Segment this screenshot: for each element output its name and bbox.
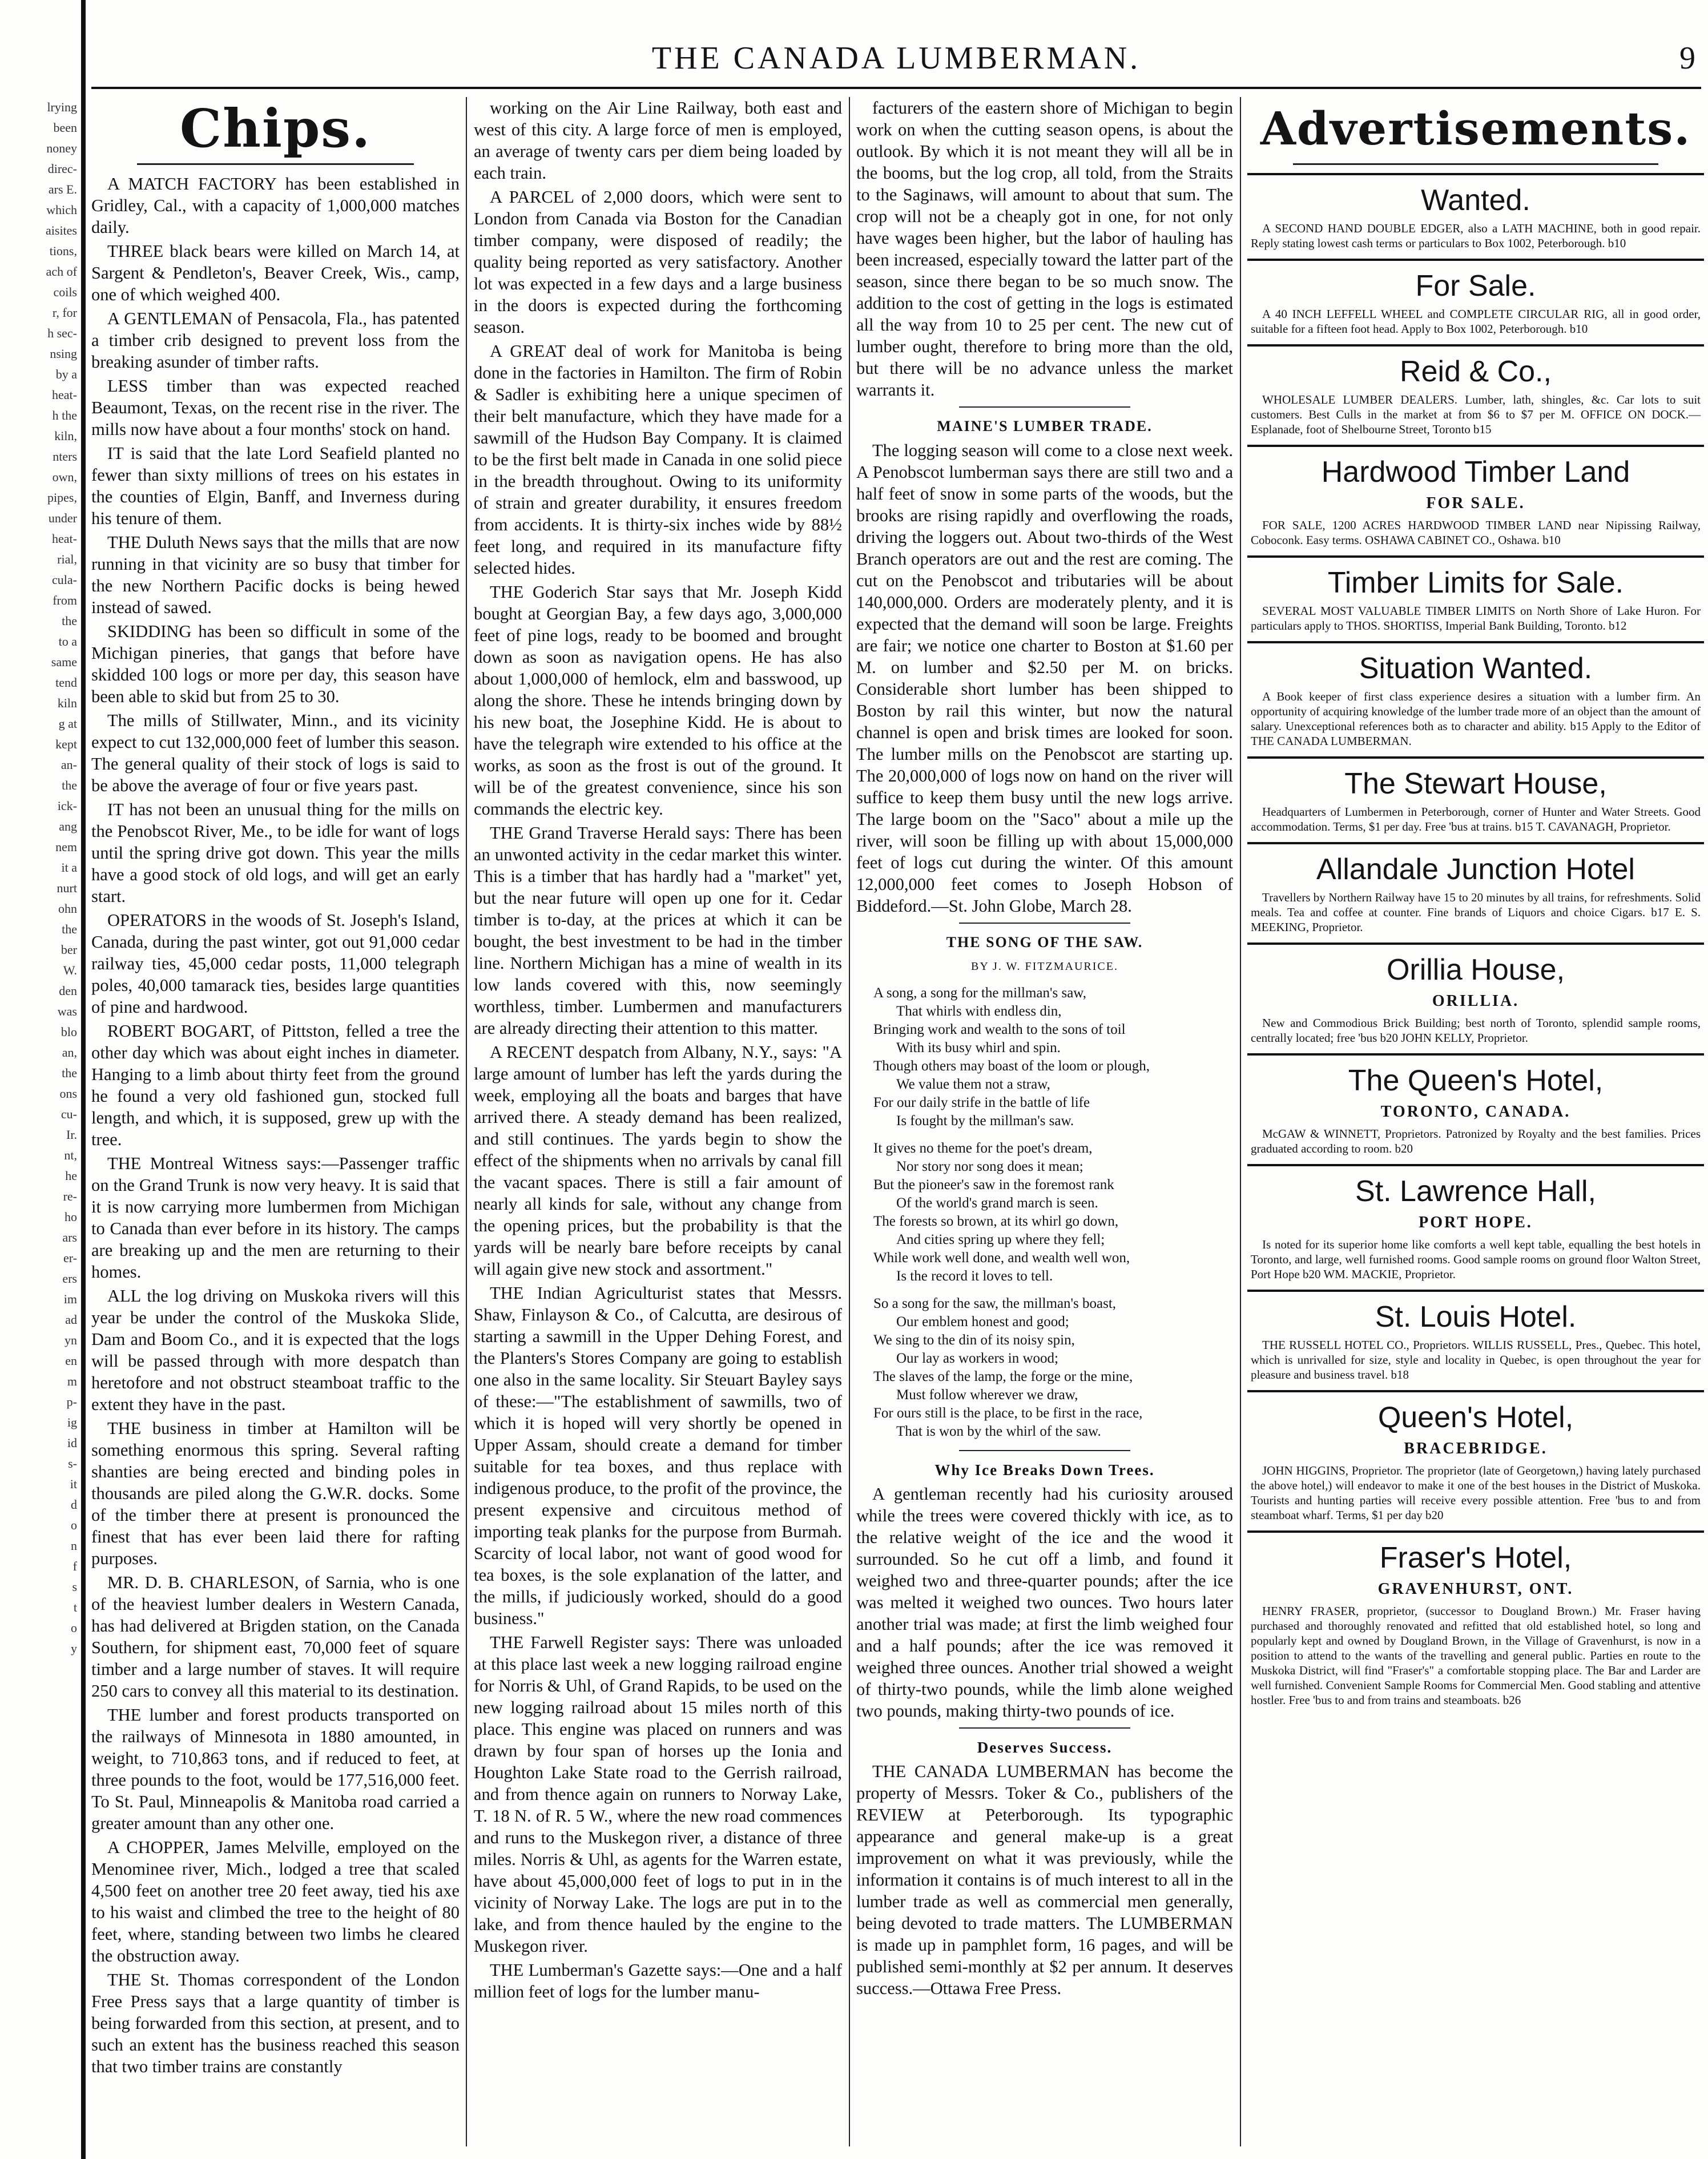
ad-body <box>1251 1126 1701 1156</box>
margin-fragment: direc- <box>47 162 77 176</box>
ice-breaks-trees-title: Why Ice Breaks Down Trees. <box>934 1461 1155 1479</box>
ad-text: WHOLESALE LUMBER DEALERS. Lumber, lath, shingles, &c. Car lots to suit customers. Best Culls in the market at from $6 to $7 per M. OFFICE ON DOCK.—Esplanade, foot of Shelbourne Street, Toronto b15 <box>1251 393 1701 436</box>
ad-text: McGAW & WINNETT, Proprietors. Patronized by Royalty and the best families. Prices graduated according to room. b20 <box>1251 1127 1701 1155</box>
poem-stanza <box>873 1139 1227 1286</box>
poem-line: Of the world's grand march is seen. <box>896 1195 1098 1211</box>
ad-body <box>1251 689 1701 748</box>
chips-item: THREE black bears were killed on March 14, at Sargent & Pendleton's, Beaver Creek, Wis., camp, one of which weighed 400. <box>91 241 460 304</box>
ad-subtitle: PORT HOPE. <box>1419 1214 1533 1231</box>
advertisement <box>1247 173 1704 259</box>
advertisement <box>1247 344 1704 445</box>
ad-title: St. Lawrence Hall, <box>1355 1175 1596 1208</box>
margin-fragment: it a <box>61 860 77 875</box>
ad-body <box>1251 1237 1701 1282</box>
margin-fragment: ons <box>59 1086 77 1101</box>
poem-line: And cities spring up where they fell; <box>896 1232 1105 1247</box>
margin-fragment: Ir. <box>66 1127 77 1142</box>
margin-fragment: to a <box>58 634 77 648</box>
poem-line: The forests so brown, at its whirl go down, <box>873 1214 1119 1229</box>
advertisement <box>1247 756 1704 842</box>
chips-paragraphs <box>91 173 460 2077</box>
column-two <box>474 97 842 2146</box>
advertisements-heading: Advertisements. <box>1260 102 1691 155</box>
ad-body <box>1251 1463 1701 1522</box>
poem-stanza <box>873 1295 1227 1441</box>
margin-fragment: o <box>71 1518 77 1532</box>
margin-fragment: cu- <box>61 1107 77 1121</box>
section-rule <box>959 1450 1130 1451</box>
ad-title: The Stewart House, <box>1344 767 1607 800</box>
margin-fragment: im <box>63 1292 77 1306</box>
poem-line: While work well done, and wealth well won, <box>873 1250 1130 1266</box>
news-item: A RECENT despatch from Albany, N.Y., says: "A large amount of lumber has left the yards during the week, employing all the boats and barges that have arrived there. A steady demand has been realized, and still continues. The yards begin to show the effect of the shipments when no arrivals by canal fill the vacant spaces. There is still a fair amount of nearly all kinds for sale, without any change from the opening prices, but the probability is that the yards will be nearly bare before receipts by canal will again give new stock and assortment." <box>474 1042 842 1279</box>
margin-fragment: den <box>59 984 77 998</box>
poem-line: Must follow wherever we draw, <box>896 1387 1078 1403</box>
poem-line: Though others may boast of the loom or plough, <box>873 1058 1150 1074</box>
ad-body <box>1251 804 1701 834</box>
margin-fragment: tions, <box>49 244 77 258</box>
news-item: working on the Air Line Railway, both east and west of this city. A large force of men is employed, an average of twenty cars per diem being loaded by each train. <box>474 98 842 183</box>
maine-lumber-trade-title: MAINE'S LUMBER TRADE. <box>937 418 1153 434</box>
poem-line: Our emblem honest and good; <box>896 1314 1069 1330</box>
poem-line: Our lay as workers in wood; <box>896 1351 1058 1366</box>
news-item: facturers of the eastern shore of Michigan to begin work on when the cutting season opens, is about the outlook. By which it is not meant they will all be in the booms, but the log crop, all told, from the Straits to the Saginaws, will amount to about that sum. The crop will not be a cheaply got in one, for not only have wages been higher, but the labor of hauling has been increased, especially toward the latter part of the season, since there began to be so much snow. The addition to the cost of getting in the logs is estimated all the way from 10 to 25 per cent. The new cut of lumber ought, therefore to bring more than the old, but there will be no advance unless the market warrants it. <box>856 98 1233 400</box>
margin-fragment: an- <box>61 758 77 772</box>
margin-fragment: nt, <box>64 1148 77 1162</box>
ad-subtitle: TORONTO, CANADA. <box>1380 1103 1571 1121</box>
advertisement <box>1247 1390 1704 1530</box>
news-item: THE Lumberman's Gazette says:—One and a half million feet of logs for the lumber manu- <box>474 1960 842 2001</box>
poem-line: That is won by the whirl of the saw. <box>896 1424 1101 1439</box>
article-paragraph: A gentleman recently had his curiosity aroused while the trees were covered thickly with ice, as to the relative weight of the ice and the wood it surrounded. So he cut off a limb, and found it weighed two and three-quarter pounds; after the ice was melted it weighed two ounces. Two hours later another trial was made; at first the limb weighed four and a half pounds; after the ice was removed it weighed three ounces. Another trial showed a weight of thirty-two pounds, while the limb alone weighed two pounds, making thirty-two pounds of ice. <box>856 1484 1233 1721</box>
deserves-success-title: Deserves Success. <box>977 1739 1113 1756</box>
ad-text: THE RUSSELL HOTEL CO., Proprietors. WILLIS RUSSELL, Pres., Quebec. This hotel, which is unrivalled for size, style and locality in Quebec, is open throughout the year for pleasure and business travel. b18 <box>1251 1338 1701 1381</box>
news-item: THE Grand Traverse Herald says: There has been an unwonted activity in the cedar market this winter. This is a timber that has hardly had a "market" yet, but the near future will open up one for it. Cedar timber is to-day, at the prices at which it can be bought, the best investment to be had in the timber line. Northern Michigan has a mine of wealth in its low lands covered with this, now seemingly worthless, timber. Lumbermen and manufacturers are already directing their attention to this matter. <box>474 823 842 1038</box>
advertisement <box>1247 1290 1704 1390</box>
margin-fragment: the <box>62 778 77 792</box>
margin-fragment: ang <box>59 819 77 833</box>
margin-fragment: kept <box>55 737 77 751</box>
margin-fragment: nem <box>55 840 77 854</box>
advertisement <box>1247 842 1704 942</box>
news-item: THE Goderich Star says that Mr. Joseph Kidd bought at Georgian Bay, a few days ago, 3,000,000 feet of pine logs, ready to be boomed and brought down as soon as navigation opens. He has also about 1,000,000 of hemlock, elm and basswood, up along the shore. These he intends bringing down by his new boat, the Josephine Kidd. He is about to have the telegraph wire extended to his office at the works, as soon as the frost is out of the ground. It will be of the greatest convenience, since his son commands the electric key. <box>474 582 842 819</box>
margin-fragment: own, <box>52 470 77 484</box>
ad-title: Fraser's Hotel, <box>1379 1541 1572 1574</box>
chips-item: The mills of Stillwater, Minn., and its vicinity expect to cut 132,000,000 feet of lumber this season. The general quality of their stock of logs is said to be above the average of four or five years past. <box>91 711 460 795</box>
advertisement <box>1247 259 1704 344</box>
ad-body <box>1251 1338 1701 1382</box>
margin-fragment: noney <box>46 141 77 155</box>
poem-line: For our daily strife in the battle of life <box>873 1095 1090 1110</box>
margin-fragment: ho <box>65 1210 77 1224</box>
margin-fragment: h the <box>52 408 77 422</box>
ad-text: A SECOND HAND DOUBLE EDGER, also a LATH MACHINE, both in good repair. Reply stating lowest cash terms or particulars to Box 1002, Peterborough. b10 <box>1251 221 1701 250</box>
margin-fragment: n <box>71 1538 77 1553</box>
ad-text: New and Commodious Brick Building; best north of Toronto, splendid sample rooms, centrally located; free 'bus b20 JOHN KELLY, Proprietor. <box>1251 1016 1701 1045</box>
margin-fragment: nsing <box>50 347 77 361</box>
poem-line: Is the record it loves to tell. <box>896 1268 1053 1284</box>
margin-fragment: er- <box>63 1251 77 1265</box>
margin-fragment: heat- <box>52 388 77 402</box>
ad-title: Reid & Co., <box>1400 355 1552 388</box>
margin-fragment: s- <box>68 1456 77 1471</box>
margin-fragment: ars E. <box>48 182 77 196</box>
column-three <box>856 97 1233 2146</box>
chips-item: IT has not been an unusual thing for the mills on the Penobscot River, Me., to be idle for want of logs until the spring drive got down. This year the mills have a good stock of old logs, and will get an early start. <box>91 800 460 906</box>
ad-body <box>1251 307 1701 336</box>
margin-fragment: was <box>57 1004 77 1018</box>
column-advertisements <box>1247 97 1704 2146</box>
margin-fragment: id <box>67 1436 77 1450</box>
left-margin-rule <box>81 0 86 2159</box>
poem-line: But the pioneer's saw in the foremost rank <box>873 1177 1114 1193</box>
column-chips <box>91 97 460 2146</box>
margin-fragment: pipes, <box>47 490 77 505</box>
margin-fragment: ad <box>65 1312 77 1327</box>
poem-line: For ours still is the place, to be first in the race, <box>873 1405 1143 1421</box>
chips-item: MR. D. B. CHARLESON, of Sarnia, who is one of the heaviest lumber dealers in Western Canada, has had delivered at Brigden station, on the Canada Southern, for shipment east, 70,000 feet of square timber and a large number of staves. It will require 250 cars to convey all this material to its destination. <box>91 1573 460 1701</box>
margin-fragment: the <box>62 614 77 628</box>
margin-fragment: he <box>65 1169 77 1183</box>
news-item: THE Indian Agriculturist states that Messrs. Shaw, Finlayson & Co., of Calcutta, are desirous of starting a sawmill in the Upper Dehing Forest, and the Planters's Stores Company are going to establish one also in the same locality. Sir Steuart Bayley says of these:—"The establishment of sawmills, two of which it is hoped will very shortly be opened in Upper Assam, should create a demand for timber suitable for tea boxes, and thus replace with indigenous produce, to the profit of the province, the present expensive and circuitous method of importing teak planks for the purpose from Burmah. Scarcity of local labor, not want of good wood for tea boxes, is the sole explanation of the latter, and the mills, if judiciously worked, should do a good business." <box>474 1283 842 1628</box>
chips-item: THE Duluth News says that the mills that are now running in that vicinity are so busy that timber for the new Northern Pacific docks is being hewed instead of sawed. <box>91 533 460 617</box>
song-of-the-saw-poem <box>873 984 1227 1441</box>
margin-fragment: t <box>73 1600 77 1614</box>
ad-title: Wanted. <box>1421 184 1530 217</box>
margin-fragment: nurt <box>57 881 77 895</box>
margin-fragment: kiln <box>57 696 77 710</box>
margin-fragment: been <box>53 120 77 135</box>
ad-title: Queen's Hotel, <box>1377 1401 1574 1434</box>
margin-fragment: m <box>67 1374 77 1388</box>
chips-item: ROBERT BOGART, of Pittston, felled a tree the other day which was about eight inches in diameter. Hanging to a limb about thirty feet from the ground he found a very old fashioned gun, stocked full length, and which, it is supposed, grew up with the tree. <box>91 1021 460 1149</box>
margin-fragment: re- <box>63 1189 77 1203</box>
poem-line: Is fought by the millman's saw. <box>896 1113 1074 1129</box>
section-rule <box>959 923 1130 924</box>
ad-body <box>1251 392 1701 437</box>
poem-line: We sing to the din of its noisy spin, <box>873 1332 1075 1348</box>
margin-fragment: rial, <box>57 552 77 566</box>
poem-line: That whirls with endless din, <box>896 1004 1062 1019</box>
poem-line: Nor story nor song does it mean; <box>896 1159 1083 1174</box>
poem-line: It gives no theme for the poet's dream, <box>873 1141 1093 1156</box>
advertisement <box>1247 641 1704 756</box>
ad-title: The Queen's Hotel, <box>1348 1064 1604 1097</box>
margin-fragment: the <box>62 1066 77 1080</box>
ad-title: Timber Limits for Sale. <box>1327 566 1624 599</box>
song-byline: BY J. W. FITZMAURICE. <box>971 960 1118 973</box>
ad-title: Situation Wanted. <box>1359 652 1593 685</box>
song-of-the-saw-title: THE SONG OF THE SAW. <box>946 934 1143 950</box>
ad-body <box>1251 1016 1701 1045</box>
margin-fragment: ick- <box>57 799 77 813</box>
ad-text: Is noted for its superior home like comforts a well kept table, equalling the best hotels in Toronto, and large, well furnished rooms. Good sample rooms on ground floor Walton Street, Port Hope b20 WM. MACKIE, Proprietor. <box>1251 1238 1701 1281</box>
article-paragraph: THE CANADA LUMBERMAN has become the property of Messrs. Toker & Co., publishers of the REVIEW at Peterborough. Its typographic appearance and general make-up is a great improvement on what it was previously, while the information it contains is of much interest to all in the lumber trade as well as commercial men generally, being devoted to trade matters. The LUMBERMAN is made up in pamphlet form, 16 pages, and will be published semi-monthly at $2 per annum. It deserves success.—Ottawa Free Press. <box>856 1762 1233 1998</box>
margin-fragment: ach of <box>46 264 77 279</box>
maine-lumber-trade-paragraphs <box>856 440 1233 917</box>
poem-line: So a song for the saw, the millman's boast, <box>873 1296 1117 1311</box>
margin-fragment: aisites <box>46 223 77 237</box>
chips-item: THE St. Thomas correspondent of the London Free Press says that a large quantity of timber is being forwarded from this section, at present, and to such an extent has the business reached this season that two timber trains are constantly <box>91 1970 460 2076</box>
deserves-success-paragraphs <box>856 1761 1233 1999</box>
ad-body <box>1251 221 1701 251</box>
ad-body <box>1251 1604 1701 1707</box>
chips-item: A CHOPPER, James Melville, employed on the Menominee river, Mich., lodged a tree that scaled 4,500 feet on another tree 20 feet away, tied his axe to his waist and climbed the tree to the height of 80 feet, where, standing between two limbs he cleared the obstruction away. <box>91 1838 460 1965</box>
outlook-paragraphs <box>856 97 1233 401</box>
ad-text: FOR SALE, 1200 ACRES HARDWOOD TIMBER LAND near Nipissing Railway, Coboconk. Easy terms. OSHAWA CABINET CO., Oshawa. b10 <box>1251 518 1701 547</box>
ad-subtitle: BRACEBRIDGE. <box>1404 1440 1548 1457</box>
margin-fragment: h sec- <box>47 326 77 340</box>
margin-fragment: nters <box>53 449 77 464</box>
news-item: A PARCEL of 2,000 doors, which were sent to London from Canada via Boston for the Canadian timber company, were disposed of readily; the quality being reported as very satisfactory. Another lot was expected in a few days and a large business in the doors is expected during the forthcoming season. <box>474 187 842 337</box>
margin-fragment: W. <box>63 963 77 977</box>
margin-fragment: p- <box>66 1395 77 1409</box>
ad-text: A Book keeper of first class experience desires a situation with a lumber firm. An opportunity of acquiring knowledge of the lumber trade more of an object than the amount of salary. Unexceptional references both as to character and ability. b15 Apply to the Editor of THE CANADA LUMBERMAN. <box>1251 690 1701 748</box>
ad-body <box>1251 890 1701 935</box>
advertisement <box>1247 1530 1704 1715</box>
ad-title: Hardwood Timber Land <box>1321 456 1630 489</box>
margin-fragment: f <box>72 1559 77 1573</box>
publication-title: THE CANADA LUMBERMAN. <box>651 41 1141 76</box>
poem-line: We value them not a straw, <box>896 1077 1050 1092</box>
margin-fragment: ohn <box>58 901 77 916</box>
margin-fragment: cula- <box>52 573 77 587</box>
heading-rule <box>1293 163 1658 165</box>
ad-text: Headquarters of Lumbermen in Peterborough, corner of Hunter and Water Streets. Good accommodation. Terms, $1 per day. Free 'bus at trains. b15 T. CAVANAGH, Proprietor. <box>1251 805 1701 833</box>
ad-title: Orillia House, <box>1386 953 1565 986</box>
margin-fragment: ers <box>62 1271 77 1286</box>
margin-fragment: y <box>71 1641 77 1655</box>
advertisement <box>1247 1053 1704 1164</box>
chips-item: OPERATORS in the woods of St. Joseph's Island, Canada, during the past winter, got out 91,000 cedar railway ties, 45,000 cedar posts, 11,000 telegraph poles, 40,000 tamarack ties, besides large quantities of pine and hardwood. <box>91 911 460 1017</box>
margin-fragment: kiln, <box>54 429 77 443</box>
margin-fragment: the <box>62 922 77 936</box>
poem-line: The slaves of the lamp, the forge or the mine, <box>873 1369 1133 1384</box>
ice-breaks-trees-paragraphs <box>856 1483 1233 1722</box>
margin-fragment: which <box>46 203 77 217</box>
section-rule <box>959 406 1130 408</box>
chips-item: THE business in timber at Hamilton will be something enormous this spring. Several rafting shanties are being erected and binding poles in thousands are piled along the G.W.R. docks. Some of the timber there at present is pronounced the finest that has ever been laid there for rafting purposes. <box>91 1419 460 1568</box>
page-number: 9 <box>1679 41 1695 76</box>
news-item: A GREAT deal of work for Manitoba is being done in the factories in Hamilton. The firm of Robin & Sadler is exhibiting here a unique specimen of their belt manufacture, which they have made for a sawmill of the Hudson Bay Company. It is claimed to be the first belt made in Canada in one solid piece in the breadth throughout. Owing to its uniformity of strain and greater durability, it ensures freedom from accidents. It is thirty-six inches wide by 88½ feet long, and required in its manufacture fifty selected hides. <box>474 341 842 578</box>
advertisement-list <box>1247 173 1704 1715</box>
poem-line: With its busy whirl and spin. <box>896 1040 1061 1056</box>
ad-title: Allandale Junction Hotel <box>1316 853 1635 886</box>
ad-text: HENRY FRASER, proprietor, (successor to Dougland Brown.) Mr. Fraser having purchased and thoroughly renovated and refitted that old established hotel, so long and popularly kept and owned by Dougland Brown, in the Village of Gravenhurst, is now in a position to attend to the wants of the travelling and general public. Parties en route to the Muskoka District, will find "Fraser's" a comfortable stopping place. The Bar and Larder are well furnished. Convenient Sample Rooms for Commercial Men. Good stabling and attentive hostler. Free 'bus to and from trains and steamboats. b26 <box>1251 1604 1701 1707</box>
chips-item: A GENTLEMAN of Pensacola, Fla., has patented a timber crib designed to prevent loss from the breaking asunder of timber rafts. <box>91 309 460 372</box>
margin-fragment: s <box>72 1580 77 1594</box>
margin-fragment: tend <box>55 675 77 690</box>
poem-line: Bringing work and wealth to the sons of toil <box>873 1022 1126 1037</box>
margin-fragment: ber <box>61 942 77 957</box>
margin-fragment: by a <box>55 367 77 381</box>
column-divider <box>1240 97 1241 2146</box>
chips-item: THE Montreal Witness says:—Passenger traffic on the Grand Trunk is now very heavy. It is said that it is now carrying more lumbermen from Michigan to Canada than ever before in its history. The camps are breaking up and the men are returning to their homes. <box>91 1154 460 1282</box>
margin-fragment: d <box>71 1497 77 1512</box>
advertisement <box>1247 445 1704 555</box>
chips-heading: Chips. <box>179 98 372 159</box>
page-header <box>91 40 1701 86</box>
ad-text: Travellers by Northern Railway have 15 to 20 minutes by all trains, for refreshments. Solid meals. Tea and coffee at counter. Fine brands of Liquors and choice Cigars. b17 E. S. MEEKING, Proprietor. <box>1251 891 1701 934</box>
advertisement <box>1247 555 1704 641</box>
heading-rule <box>137 163 414 165</box>
chips-item: ALL the log driving on Muskoka rivers will this year be under the control of the Muskoka Slide, Dam and Boom Co., and it is expected that the logs will be passed through with more despatch than heretofore and not obstruct steamboat traffic to the extent they have in the past. <box>91 1286 460 1414</box>
margin-fragment: an, <box>62 1045 77 1060</box>
advertisement <box>1247 1164 1704 1290</box>
margin-fragment: ig <box>67 1415 77 1429</box>
margin-fragment: ars <box>62 1230 77 1244</box>
ad-subtitle: ORILLIA. <box>1432 992 1520 1010</box>
margin-fragment: lrying <box>47 100 77 114</box>
chips-item: LESS timber than was expected reached Beaumont, Texas, on the recent rise in the river. The mills now have about a four months' stock on hand. <box>91 376 460 439</box>
ad-subtitle: GRAVENHURST, ONT. <box>1377 1580 1574 1598</box>
margin-fragment: from <box>53 593 77 607</box>
header-rule <box>91 87 1701 89</box>
ad-subtitle: FOR SALE. <box>1426 494 1525 512</box>
margin-fragment: coils <box>53 285 77 299</box>
margin-fragment: yn <box>65 1333 77 1347</box>
chips-item: A MATCH FACTORY has been established in Gridley, Cal., with a capacity of 1,000,000 matches daily. <box>91 174 460 237</box>
ad-body <box>1251 518 1701 547</box>
ad-text: A 40 INCH LEFFELL WHEEL and COMPLETE CIRCULAR RIG, all in good order, suitable for a fifteen foot head. Apply to Box 1002, Peterborough. b10 <box>1251 307 1701 336</box>
margin-fragment: under <box>48 511 77 525</box>
section-rule <box>959 1727 1130 1729</box>
ad-body <box>1251 603 1701 633</box>
left-margin-fragments <box>0 97 77 2129</box>
chips-item: IT is said that the late Lord Seafield planted no fewer than sixty millions of trees on his estates in the counties of Elgin, Banff, and Inverness during his tenure of them. <box>91 444 460 528</box>
article-paragraph: The logging season will come to a close next week. A Penobscot lumberman says there are still two and a half feet of snow in some parts of the woods, but the brooks are rising rapidly and overflowing the roads, driving the loggers out. About two-thirds of the West Branch operators are out and the rest are coming. The cut on the Penobscot and tributaries will be about 140,000,000. Orders are moderately plenty, and it is expected that the demand will soon be large. Freights are fair; we notice one charter to Boston at $1.60 per M. on lumber and $2.50 per M. on bricks. Considerable short lumber has been shipped to Boston by rail this winter, but now the natural channel is open and brisk times are looked for soon. The lumber mills on the Penobscot are starting up. The 20,000,000 of logs now on hand on the river will suffice to keep them busy until the new logs arrive. The large boom on the "Saco" about a mile up the river, will soon be filling up with about 15,000,000 feet of logs cut during the winter. Of this amount 12,000,000 feet comes to Joseph Hobson of Biddeford.—St. John Globe, March 28. <box>856 441 1233 916</box>
chips-item: SKIDDING has been so difficult in some of the Michigan pineries, that gangs that before have skidded 100 logs or more per day, this season have been able to skid but from 25 to 30. <box>91 622 460 706</box>
ad-text: SEVERAL MOST VALUABLE TIMBER LIMITS on North Shore of Lake Huron. For particulars apply to THOS. SHORTISS, Imperial Bank Building, Toronto. b12 <box>1251 604 1701 633</box>
margin-fragment: same <box>51 655 77 669</box>
column-divider <box>466 97 467 2146</box>
ad-title: For Sale. <box>1415 269 1536 303</box>
margin-fragment: it <box>70 1477 77 1491</box>
poem-stanza <box>873 984 1227 1130</box>
advertisement <box>1247 942 1704 1053</box>
margin-fragment: r, for <box>52 305 77 320</box>
margin-fragment: blo <box>61 1025 77 1039</box>
margin-fragment: g at <box>58 716 77 731</box>
poem-line: A song, a song for the millman's saw, <box>873 985 1086 1001</box>
margin-fragment: heat- <box>52 531 77 546</box>
column-two-paragraphs <box>474 97 842 2003</box>
ad-text: JOHN HIGGINS, Proprietor. The proprietor (late of Georgetown,) having lately purchased the above hotel,) will endeavor to make it one of the best houses in the District of Muskoka. Tourists and hunting parties will receive every possible attention. Free 'bus to and from steamboat wharf. Terms, $1 per day b20 <box>1251 1464 1701 1522</box>
chips-item: THE lumber and forest products transported on the railways of Minnesota in 1880 amounted, in weight, to 710,863 tons, and if reduced to feet, at three pounds to the foot, would be 177,516,000 feet. To St. Paul, Minneapolis & Manitoba road carried a greater amount than any other one. <box>91 1705 460 1833</box>
column-divider <box>849 97 850 2146</box>
margin-fragment: en <box>65 1354 77 1368</box>
margin-fragment: o <box>71 1621 77 1635</box>
ad-title: St. Louis Hotel. <box>1375 1300 1577 1334</box>
news-item: THE Farwell Register says: There was unloaded at this place last week a new logging railroad engine for Norris & Uhl, of Grand Rapids, to be used on the new logging railroad about 15 miles north of this place. This engine was placed on runners and was drawn by four span of horses up the Ionia and Houghton Lake State road to the Gerrish railroad, and from thence again on runners to Norway Lake, T. 18 N. of R. 5 W., where the new road commences and runs to the Muskegon river, a distance of three miles. Norris & Uhl, as agents for the Warren estate, have about 45,000,000 feet of logs to put in in the vicinity of Norway Lake. The logs are put in to the lake, and from thence hauled by the engine to the Muskegon river. <box>474 1633 842 1956</box>
